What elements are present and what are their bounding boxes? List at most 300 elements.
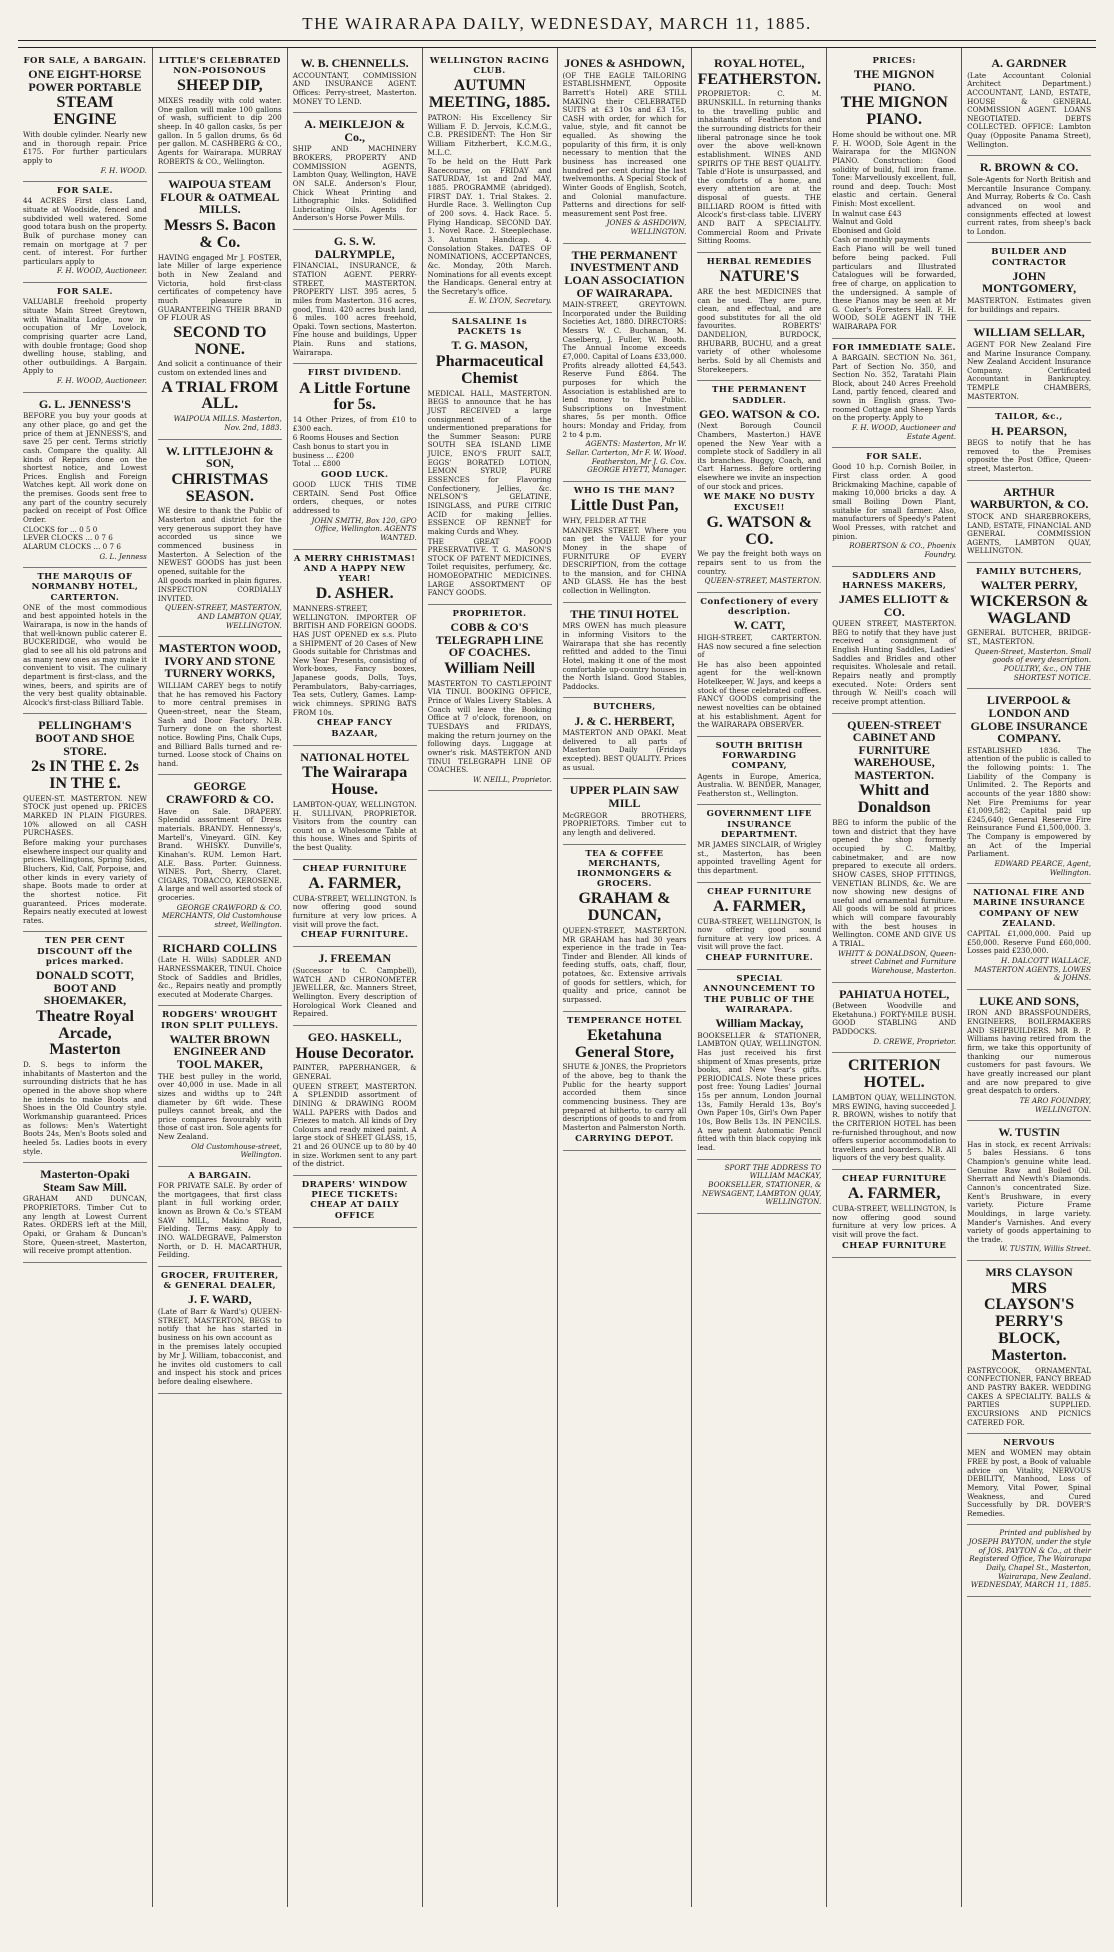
ad-sig: AGENTS: Masterton, Mr W. Sellar. Carterton, Mr F. W. Wood. Featherston, Mr J. G. Cox. GEORGE HYETT, Manager. (566, 439, 687, 475)
ad-title: W. B. CHENNELLS. (300, 56, 409, 70)
ad-title: Masterton-Opaki Steam Saw Mill. (40, 1167, 130, 1194)
advertisement (563, 52, 687, 244)
ad-head: SOUTH BRITISH FORWARDING COMPANY, (715, 740, 804, 772)
ad-body: FOR PRIVATE SALE. By order of the mortgagees, that first class plant in full working order, known as Brown & Co.'s STEAM SAW MILL, Makino Road, Fielding. Terms easy. Apply to INO. WALDEGRAVE, Palmerston North, or D. H. MACARTHUR, Feilding. (157, 1181, 282, 1260)
column-8 (962, 48, 1096, 1907)
ad-big: Eketahuna General Store, (574, 1026, 675, 1061)
ad-body: CUBA-STREET, WELLINGTON, Is now offering good sound furniture at very low prices. A visit will prove the fact. (832, 1204, 957, 1240)
ad-body: MRS OWEN has much pleasure in informing Visitors to the Wairarapa that she has recently refitted and added to the Tinui Hotel, making it one of the most comfortable up-country houses in the North Island. Good Stables, Paddocks. (562, 621, 687, 691)
ad-body: Has in stock, ex recent Arrivals: 5 bales Hessians. 6 tons Champion's genuine white lead. Genuine Raw and Boiled Oil. Sherratt and Newth's Diamonds. Cannon's concentrated Size. Kent's Brushware, in every variety. Picture Frame Mouldings, in large variety. Mander's Varnishes. And every variety of goods appertaining to the trade. (967, 1139, 1091, 1244)
ad-sig: WHITT & DONALDSON, Queen-street Cabinet and Furniture Warehouse, Masterton. (837, 948, 957, 975)
ad-sig: Old Customhouse-street, Wellington. (191, 1141, 282, 1160)
ad-head: BUILDER AND CONTRACTOR (991, 247, 1067, 268)
ad-head: NATIONAL FIRE AND MARINE INSURANCE COMPANY OF NEW ZEALAND. (972, 888, 1086, 929)
ad-body: BOOKSELLER & STATIONER, LAMBTON QUAY, WELLINGTON. Has just received his first shipment of Xmas presents, prize books, and New Year's gifts. PERIODICALS. Note these prices post free: Young Ladies' Journal 15s per annum, London Journal 13s, Family Herald 13s, Boy's Own Paper 10s, Girl's Own Paper 10s, Bow Bells 13s. IN PENCILS. A new patent Automatic Pencil fitted with thin black copying ink lead. (697, 1030, 822, 1152)
advertisement (967, 1261, 1091, 1434)
ad-head: RODGERS' WROUGHT IRON SPLIT PULLEYS. (161, 1010, 279, 1031)
advertisement (158, 1006, 282, 1167)
ad-body: WILLIAM CAREY begs to notify that he has removed his Factory to more central premises in Queen-street, near the Steam, Sash and Door Factory. N.B. Turnery done on the shortest notice. Bowling Pins, Chalk Cups, and Billiard Balls turned and re-turned. Loose stock of Chains on hand. (157, 681, 282, 768)
advertisement (967, 1525, 1091, 1596)
ad-body2: We pay the freight both ways on repairs sent to us from the country. (697, 549, 822, 576)
ad-head: FIRST DIVIDEND. (307, 368, 402, 379)
ad-title: UPPER PLAIN SAW MILL (569, 783, 680, 810)
ad-body: Agents in Europe, America, Australia. W. BENDER, Manager, Featherston st., Wellington. (697, 771, 822, 798)
advertisement (967, 990, 1091, 1121)
advertisement (158, 1267, 282, 1394)
ad-sig: F. H. WOOD. (100, 165, 147, 175)
advertisement (967, 408, 1091, 480)
ad-sig: SPORT THE ADDRESS TO WILLIAM MACKAY, BOOKSELLER, STATIONER, & NEWSAGENT, LAMBTON QUAY, WELLINGTON. (702, 1162, 822, 1207)
ad-title: WALTER BROWN ENGINEER AND TOOL MAKER, (169, 1031, 271, 1071)
ad-body: BEFORE you buy your goods at any other place, go and get the price of them at JENNESS'S, and save 25 per cent. Terms strictly cash. Compare the quality. All kinds of Repairs done on the shortest notice, and Lowest Prices. English and Foreign Watches kept. All work done on the premises. Goods sent free to any part of the country securely packed on receipt of Post Office Order. (23, 411, 147, 524)
advertisement (293, 746, 417, 860)
advertisement (563, 482, 687, 603)
advertisement (563, 779, 687, 844)
ad-big: Pharmaceutical Chemist (435, 353, 544, 387)
ad-body: HAVING engaged Mr J. FOSTER, late Miller of large experience both in New Zealand and Victoria, hold first-class certificates of competency have much pleasure in GUARANTEEING THEIR BRAND OF FLOUR AS (157, 252, 282, 323)
advertisement (697, 381, 821, 593)
ad-big: MRS CLAYSON'S PERRY'S BLOCK, Masterton. (984, 1279, 1075, 1364)
ad-body: (Between Woodville and Eketahuna.) FORTY-MILE BUSH. GOOD STABLING AND PADDOCKS. (832, 1001, 957, 1037)
ad-body: MEN and WOMEN may obtain FREE by post, a Book of valuable advice on Vitality, NERVOUS DEBILITY, Manhood, Loss of Memory, Vital Power, Spinal Weakness, and Cured Successfully by DR. DOVER'S Remedies. (967, 1448, 1091, 1518)
ad-title: G. L. JENNESS'S (38, 396, 131, 411)
ad-sig: WAIPOUA MILLS. Masterton, Nov. 2nd, 1883. (173, 414, 282, 432)
ad-head2: WE MAKE NO DUSTY EXCUSE!! (703, 492, 815, 513)
newspaper-title: THE WAIRARAPA DAILY, WEDNESDAY, MARCH 11, 1885. (302, 14, 812, 33)
ad-body: WE desire to thank the Public of Masterton and district for the very generous support they have accorded us since we commenced business in Masterton. A Selection of the NEWEST GOODS has just been opened, suitable for the (157, 506, 282, 576)
ad-title: PAHIATUA HOTEL, (839, 986, 950, 1001)
ad-big: 2s IN THE £. 2s IN THE £. (31, 758, 139, 793)
ad-sig: W. NEILL, Proprietor. (472, 774, 552, 784)
advertisement (158, 173, 282, 439)
ad-sig: F. H. WOOD, Auctioneer. (56, 266, 147, 276)
ad-body: CUBA-STREET, WELLINGTON. Is now offering good sound furniture at very low prices. A visit will prove the fact. (292, 893, 417, 929)
advertisement (967, 1434, 1091, 1525)
ad-title: JOHN MONTGOMERY, (981, 268, 1077, 296)
advertisement (293, 947, 417, 1025)
ad-head: FOR SALE. (56, 186, 113, 197)
price-list-item: Ebonised and Gold (832, 226, 901, 236)
ad-head2: CHEAP FURNITURE. (705, 953, 814, 964)
advertisement (832, 983, 956, 1054)
ad-body: (Next Borough Council Chambers, Masterton.) HAVE opened the New Year with a complete stock of Saddlery in all its branches. Buggy, Coach, and Cart Harness. Before ordering elsewhere we invite an inspection of our stock and prices. (697, 421, 822, 491)
ad-sig: GEORGE CRAWFORD & CO. MERCHANTS, Old Customhouse street, Wellington. (162, 902, 282, 929)
ad-big: FEATHERSTON. (697, 70, 822, 88)
column-1 (18, 48, 153, 1907)
ad-sig: Queen-Street, Masterton. Small goods of every description. POULTRY, &c., ON THE SHORTEST NOTICE. (974, 646, 1091, 682)
ad-body: Home should be without one. MR F. H. WOOD, Sole Agent in the Wairarapa for the MIGNON PIANO. Construction: Good solidity of build, full iron frame. Tone: Marvellously excellent, full, round and deep. Touch: Most elastic and certain. General Finish: Most excellent. (832, 129, 957, 209)
ad-body: QUEEN-STREET, MASTERTON. MR GRAHAM has had 30 years experience in the trade in Tea-Tinder and Blender. All kinds of feeding stuffs, oats, chaff, flour, potatoes, &c. Extensive arrivals of goods for settlers, which, for quality and price, cannot be surpassed. (562, 925, 687, 1004)
advertisement (158, 1167, 282, 1267)
advertisement (563, 244, 687, 482)
advertisement (697, 970, 821, 1159)
ad-big: THE MIGNON PIANO. (840, 94, 948, 129)
ad-sig: EDWARD PEARCE, Agent, Wellington. (994, 859, 1091, 877)
ad-title: WALTER PERRY, (980, 578, 1078, 593)
ad-big: Whitt and Donaldson (857, 782, 931, 817)
ad-sig: E. W. LYON, Secretary. (468, 296, 552, 306)
advertisement (697, 805, 821, 882)
column-5 (558, 48, 693, 1907)
ad-head: FOR SALE. (56, 287, 113, 298)
ad-big: STEAM ENGINE (53, 94, 117, 129)
price-list (832, 210, 956, 245)
advertisement (563, 1012, 687, 1151)
ad-head: A MERRY CHRISTMAS! AND A HAPPY NEW YEAR! (293, 553, 416, 585)
ad-big: The Wairarapa House. (302, 764, 408, 799)
advertisement (967, 884, 1091, 990)
ad-title: THE TINUI HOTEL (570, 606, 679, 621)
advertisement (293, 860, 417, 948)
ad-sig: W. TUSTIN, Willis Street. (999, 1244, 1091, 1254)
ad-body: MIXES readily with cold water. One gallon will make 100 gallons of wash, sufficient to dip 200 sheep. In 40 gallon casks, 5s per gallon. In 5 gallon drums, 6s 6d per gallon. M. CASHBERG & CO., Agents for Wairarapa. MURRAY ROBERTS & CO., Wellington. (157, 96, 282, 166)
ad-body: (Successor to C. Campbell), WATCH AND CHRONOMETER JEWELLER, &c. Manners Street, Wellington. Every description of Horological Work Cleaned and Repaired. (292, 966, 417, 1019)
ad-body: PATRON: His Excellency Sir William F. D. Jervois, K.C.M.G., C.B. PRESIDENT: The Hon Sir William Fitzherbert, K.C.M.G., M.L.C. (427, 112, 552, 157)
ad-body: VALUABLE freehold property situate Main Street Greytown, with Wainalita Lodge, now in occupation of Mr Lovelock, comprising quarter acre Land, with double frontage; Good shop dwelling house, stabling, and other outbuildings. A Bargain. Apply to (23, 297, 147, 376)
price-list (293, 434, 417, 469)
ad-big: GRAHAM & DUNCAN, (578, 890, 671, 925)
ad-title: ROYAL HOTEL, (714, 56, 805, 70)
ad-sig: JOHN SMITH, Box 120, GPO Office, Wellington. AGENTS WANTED. (311, 515, 417, 542)
advertisement (23, 932, 147, 1163)
advertisement (967, 481, 1091, 563)
ad-body: CUBA-STREET, WELLINGTON, Is now offering good sound furniture at very low prices. A visit will prove the fact. (697, 916, 822, 952)
ad-sig: G. L. Jenness (99, 551, 147, 561)
ad-head: PRICES: (872, 56, 916, 66)
ad-sig: F. H. WOOD, Auctioneer and Estate Agent. (851, 423, 957, 441)
column-7 (827, 48, 962, 1907)
price-list-item: CLOCKS for ... 0 5 0 (23, 524, 98, 534)
ad-body: STOCK AND SHAREBROKERS, LAND, ESTATE, FINANCIAL AND GENERAL COMMISSION AGENTS, LAMBTON QUAY, WELLINGTON. (967, 511, 1091, 556)
ad-big: William Neill (444, 659, 535, 677)
ad-body: CAPITAL £1,000,000. Paid up £50,000. Reserve Fund £60,000. Losses paid £230,000. (967, 929, 1091, 956)
ad-body: LAMBTON-QUAY, WELLINGTON. H. SULLIVAN, PROPRIETOR. Visitors from the country can count on a Wholesome Table at this house. Wines and Spirits of the best Quality. (292, 799, 417, 853)
price-list-item: LEVER CLOCKS ... 0 7 6 (23, 533, 113, 543)
ad-head: FOR SALE, A BARGAIN. (23, 56, 147, 66)
ad-title: GEO. WATSON & CO. (699, 406, 820, 421)
ad-body2: To be held on the Hutt Park Racecourse, on FRIDAY and SATURDAY, 1st and 2nd MAY, 1885. PROGRAMME (abridged). FIRST DAY. 1. Trial Stakes. 2. Hurdle Race. 3. Wellington Cup of 200 sovs. 4. Hack Race. 5. Flying Handicap. SECOND DAY. 1. Novel Race. 2. Steeplechase. 3. Autumn Handicap. 4. Consolation Stakes. DATES OF NOMINATIONS, ACCEPTANCES, &c. Monday, 20th March. Nominations for all events except the Handicaps. General entry at the Secretary's office. (427, 157, 552, 296)
ad-head: SADDLERS AND HARNESS MAKERS, (842, 570, 947, 591)
ad-body2: And solicit a continuance of their custom on extended lines and (157, 359, 282, 378)
advertisement (697, 593, 821, 737)
advertisement (697, 883, 821, 971)
ad-body2: THE GREAT FOOD PRESERVATIVE. T. G. MASON'S STOCK OF PATENT MEDICINES, Toilet requisites, perfumery, &c. HOMOEOPATHIC MEDICINES. LARGE ASSORTMENT OF FANCY GOODS. (427, 536, 552, 598)
ad-big3: A TRIAL FROM ALL. (161, 378, 279, 413)
ad-title: GEO. HASKELL, (307, 1029, 402, 1044)
ad-head: THE MARQUIS OF NORMANBY HOTEL, CARTERTON. (31, 572, 139, 603)
advertisement (832, 1053, 956, 1170)
ad-title: G. S. W. DALRYMPLE, (314, 234, 395, 261)
ad-sig: F. H. WOOD, Auctioneer. (56, 376, 147, 386)
ad-body: MASTERTON AND OPAKI. Meat delivered to all parts of Masterton Daily (Fridays excepted). BEST QUALITY. Prices as usual. (562, 728, 687, 772)
price-list-item: ALARUM CLOCKS ... 0 7 6 (23, 541, 121, 551)
ad-head2: CHEAP FANCY BAZAAR, (316, 718, 393, 739)
advertisement (697, 253, 821, 381)
advertisement (293, 364, 417, 549)
ad-body: QUEEN STREET, MASTERTON. BEG to notify that they have just received a consignment of English Hunting Saddles, Ladies' Saddles and Bridles and other requisites. Wholesale and retail. Repairs neatly and promptly executed. Note: Orders sent through W. Neill's coach will receive prompt attention. (832, 619, 957, 706)
ad-body: MR JAMES SINCLAIR, of Wrigley st., Masterton, has been appointed travelling Agent for this department. (697, 840, 822, 875)
ad-body: MASTERTON TO CASTLEPOINT VIA TINUI. BOOKING OFFICE, Prince of Wales Livery Stables. A Coach will leave the Booking Office at 7 o'clock, forenoon, on TUESDAYS and FRIDAYS, making the return journey on the following days. Luggage at owner's risk. MASTERTON AND TINUI TELEGRAPH LINE OF COACHES. (427, 678, 552, 775)
ad-body: MEDICAL HALL, MASTERTON. BEGS to announce that he has JUST RECEIVED a large consignment of the undermentioned preparations for the Summer Season: PURE SOUTH SEA ISLAND LIME JUICE, ENO'S FRUIT SALT, EGGS' BORATED LOTION, LEMON SYRUP, PURE ESSENCES for Flavoring Confectionery, Jellies, &c. NELSON'S GELATINE, ISINGLASS, and PURE CITRIC ACID for making Jellies. ESSENCE OF RENNET for making Curds and Whey. (427, 388, 552, 536)
ad-title: W. LITTLEJOHN & SON, (165, 443, 274, 471)
ad-title: ARTHUR WARBURTON, & CO. (969, 484, 1089, 512)
ad-head: HERBAL REMEDIES (706, 256, 812, 267)
ad-big: AUTUMN MEETING, 1885. (428, 77, 551, 112)
advertisement (158, 775, 282, 936)
ad-big: NATURE'S (719, 268, 800, 286)
ad-body: ARE the best MEDICINES that can be used. They are pure, clean, and effectual, and are good substitutes for all the old favourites. ROBERTS' DANDELION, BURDOCK, RHUBARB, BUCHU, and a great variety of other wholesome herbs. Sold by all Chemists and Storekeepers. (697, 286, 822, 374)
ad-title: LUKE AND SONS, (979, 993, 1079, 1008)
ad-head: NERVOUS (1003, 1438, 1056, 1449)
ad-body: D. S. begs to inform the inhabitants of Masterton and the surrounding districts that he has opened in the above shop where he intends to make Boots and Shoes in the Old Country style. Workmanship guaranteed. Prices as follows: Men's Watertight Boots 24s, Men's Boots soled and heeled 5s. Ladies boots in every style. (23, 1060, 147, 1156)
ad-body: HIGH-STREET, CARTERTON. HAS now secured a fine selection of (697, 632, 822, 660)
ad-body: BEG to inform the public of the town and district that they have opened the shop formerly occupied by C. Maltby, cabinetmaker, and are now prepared to execute all orders. SHOW CASES, SHOP FITTINGS, VENETIAN BLINDS, &c. We are now showing new designs of useful and ornamental furniture. All goods will be sold at prices which will compare favourably with the best houses in Wellington. COME AND GIVE US A TRIAL. (832, 818, 957, 949)
ad-big: A. FARMER, (308, 874, 401, 892)
ad-sig: H. DALCOTT WALLACE, MASTERTON AGENTS, LOWES & JOHNS. (974, 955, 1091, 983)
ad-head: THE PERMANENT SADDLER. (712, 385, 807, 406)
ad-sig: D. CREWE, Proprietor. (873, 1036, 957, 1046)
ad-big: Theatre Royal Arcade, Masterton (35, 1007, 134, 1059)
ad-body: GRAHAM AND DUNCAN, PROPRIETORS. Timber Cut to any length at Lowest Current Rates. ORDERS left at the Mill, Opaki, or Graham & Duncan's Store, Queen-street, Masterton, will receive prompt attention. (23, 1194, 147, 1256)
advertisement (293, 1176, 417, 1228)
ad-head: TEMPERANCE HOTEL (566, 1015, 682, 1026)
masthead (18, 10, 1096, 41)
ad-body: (OF THE EAGLE TAILORING ESTABLISHMENT, Opposite Barrett's Hotel) ARE STILL MAKING their CELEBRATED SUITS at £3 10s and £3 15s, CASH with order, for which for value, style, and fit cannot be equalled. As showing the popularity of this firm, it is only necessary to mention that the business has increased one hundred per cent during the last twelvemonths. A Special Stock of Winter Goods of English, Scotch, and Colonial manufacture. Patterns and directions for self-measurement sent Post free. (562, 70, 687, 218)
ad-big: A. FARMER, (847, 1185, 941, 1203)
ad-big: D. ASHER. (315, 585, 394, 603)
ad-title: NATIONAL HOTEL (300, 749, 410, 764)
advertisement (23, 1163, 147, 1263)
ad-title: QUEEN-STREET CABINET AND FURNITURE WAREHOUSE, MASTERTON. (847, 717, 942, 782)
column-6 (692, 48, 827, 1907)
advertisement (293, 1026, 417, 1176)
price-list-item: 6 Rooms Houses and Section (292, 433, 399, 443)
advertisement (697, 737, 821, 805)
ad-big: SHEEP DIP, (176, 77, 263, 95)
advertisement (23, 568, 147, 714)
advertisement (697, 1160, 821, 1214)
ad-title: WILLIAM SELLAR, (973, 325, 1085, 340)
ad-head: CHEAP FURNITURE (302, 863, 407, 874)
advertisement (428, 52, 552, 313)
ad-big2: SECOND TO NONE. (173, 323, 267, 358)
ad-title: R. BROWN & CO. (979, 160, 1079, 175)
advertisement (23, 714, 147, 932)
ad-title: JAMES ELLIOTT & CO. (838, 591, 950, 619)
advertisement (967, 243, 1091, 321)
ad-body: Sole-Agents for North British and Mercantile Insurance Company. And Murray, Roberts & Co. Cash advanced on wool and consignments effected at lowest current rates, from sheep's back to London. (967, 174, 1091, 236)
column-3 (288, 48, 423, 1907)
advertisement (832, 567, 956, 714)
price-list-item: Cash or monthly payments (832, 234, 930, 244)
advertisement (293, 230, 417, 364)
ad-title: THE PERMANENT INVESTMENT AND LOAN ASSOCIATION OF WAIRARAPA. (564, 247, 685, 300)
ad-title: William Mackay, (715, 1016, 804, 1031)
ad-head: CHEAP FURNITURE (842, 1174, 947, 1185)
ad-body2: Before making your purchases elsewhere inspect our quality and prices. Wellingtons, Spring Sides, Bluchers, Kid, Calf, Porpoise, and other kinds in every variety of shape. Boots made to order at the shortest notice. Fit guaranteed. Prices moderate. Repairs neatly executed at lowest rates. (23, 838, 147, 925)
ad-body: ESTABLISHED 1836. The attention of the public is called to the following points: 1. The Liability of the Company is Unlimited. 2. The Reports and accounts of the year 1880 show: Net Fire Premiums for year £1,009,582; Capital paid up £245,640; General Reserve Fire Reinsurance Fund £1,500,000. 3. The Company is empowered by an Act of the Imperial Parliament. (967, 745, 1091, 859)
ad-title: COBB & CO'S TELEGRAPH LINE OF COACHES. (435, 620, 544, 660)
advertisement (293, 52, 417, 113)
ad-head: GROCER, FRUITERER, & GENERAL DEALER, (160, 1270, 279, 1292)
ad-body: MAIN-STREET, GREYTOWN. Incorporated under the Building Societies Act, 1880. DIRECTORS: Messrs W. C. Buchanan, M. Caselberg, J. Fuller, W. Booth. The Annual Income exceeds £7,000. Capital of Loans £33,000. Profits already allotted £4,543. Reserve Fund £864. The purposes for which the Association is established are to lend money to the Public. Subscriptions on Investment shares, 5s per month. Office hours: Monday and Friday, from 2 to 4 p.m. (562, 300, 687, 439)
price-list-item: Walnut and Gold (832, 217, 893, 227)
advertisement (967, 1121, 1091, 1261)
advertisement (697, 52, 821, 253)
ad-body: PAINTER, PAPERHANGER, & GENERAL (292, 1063, 417, 1081)
ad-title: W. CATT, (733, 618, 786, 633)
ad-head: LITTLE'S CELEBRATED NON-POISONOUS (158, 56, 281, 77)
ad-title: GEORGE CRAWFORD & CO. (165, 779, 274, 807)
ad-body: LAMBTON QUAY, WELLINGTON. MRS EWING, having succeeded J. R. BROWN, wishes to notify that the CRITERION HOTEL has been re-furnished throughout, and now offers superior accommodation to travellers and boarders. N.B. All liquors of the very best quality. (832, 1092, 957, 1163)
ad-head: SALSALINE 1s PACKETS 1s (451, 317, 528, 338)
ad-head: TAILOR, &c., (995, 412, 1063, 423)
ad-body2: All goods marked in plain figures. INSPECTION CORDIALLY INVITED. (157, 576, 282, 603)
ad-big: A Little Fortune for 5s. (299, 379, 411, 414)
ad-sig: Printed and published by JOSEPH PAYTON, under the style of JOS. PAYTON & Co., at their Registered Office, The Wairarapa Daily, Chapel St., Masterton, Wairarapa, New Zealand. WEDNESDAY, MARCH 11, 1885. (968, 1528, 1091, 1590)
ad-sig: QUEEN-STREET, MASTERTON, AND LAMBTON QUAY, WELLINGTON. (165, 603, 282, 630)
advertisement (967, 321, 1091, 408)
column-2 (153, 48, 288, 1907)
ad-big: A. FARMER, (713, 897, 806, 915)
ad-title: PELLINGHAM'S BOOT AND SHOE STORE. (35, 718, 135, 758)
ad-title: MRS CLAYSON (985, 1265, 1073, 1280)
ad-head: DRAPERS' WINDOW PIECE TICKETS: CHEAP AT DAILY OFFICE (301, 1179, 408, 1221)
ad-title: MASTERTON WOOD, IVORY AND STONE TURNERY WORKS, (158, 641, 281, 681)
ad-title: A. GARDNER (991, 56, 1067, 70)
advertisement (428, 313, 552, 605)
ad-body: MANNERS-STREET, WELLINGTON. IMPORTER OF BRITISH AND FOREIGN GOODS. HAS JUST OPENED ex s.s. Pluto a SHIPMENT of 20 Cases of New Goods suitable for Christmas and New Year Presents, consisting of Work-boxes, Fancy boxes, Japanese goods, Dolls, Toys, Perambulators, Baby-carriages, Tea sets, Cutlery, Games. Lamp-wick chimneys. SPRING BATS FROM 10s. (292, 604, 417, 717)
ad-big: CHRISTMAS SEASON. (171, 470, 269, 505)
ad-title: WAIPOUA STEAM FLOUR & OATMEAL MILLS. (160, 177, 280, 217)
ad-body: BEGS to notify that he has removed to the Premises opposite the Post Office, Queen-street, Masterton. (967, 438, 1091, 474)
ad-title: H. PEARSON, (991, 423, 1067, 438)
price-list-item: Cash bonus to start you in business ... £200 (292, 442, 389, 460)
ad-head2: CARRYING DEPOT. (575, 1133, 674, 1144)
advertisement (832, 714, 956, 983)
advertisement (967, 156, 1091, 243)
advertisement (428, 605, 552, 791)
advertisement (967, 52, 1091, 156)
ad-big: House Decorator. (295, 1044, 414, 1062)
advertisement (158, 52, 282, 173)
ad-title: J. FREEMAN (318, 951, 392, 966)
advertisement (23, 182, 147, 283)
ad-head: FAMILY BUTCHERS, (976, 567, 1083, 578)
ad-body: (Late Accountant Colonial Architect Department.) ACCOUNTANT, LAND, ESTATE, HOUSE & GENERAL COMMISSION AGENT. LOANS NEGOTIATED. DEBTS COLLECTED. OFFICE: Lambton Quay (Opposite Panama Street), Wellington. (967, 70, 1091, 149)
ad-body2: He has also been appointed agent for the well-known Hotelkeeper, W. Jays, and keeps a stock of these celebrated coffees. FANCY GOODS comprising the newest novelties can be obtained at his establishment. Agent for the WAIRARAPA OBSERVER. (697, 659, 822, 730)
ad-title: LIVERPOOL & LONDON AND GLOBE INSURANCE COMPANY. (970, 693, 1088, 746)
ad-head: PROPRIETOR. (452, 609, 527, 619)
ad-body2: GOOD LUCK THIS TIME CERTAIN. Send Post Office orders, cheques, or notes addressed to (292, 480, 417, 516)
ad-title: JONES & ASHDOWN, (564, 56, 685, 70)
ad-sig: ROBERTSON & CO., Phoenix Foundry. (849, 541, 957, 559)
ad-body: GENERAL BUTCHER, BRIDGE-ST., MASTERTON. (967, 628, 1091, 647)
ad-body: 44 ACRES First class Land, situate at Woodside, fenced and subdivided well watered. Some good totara bush on the property. Bulk of purchase money can remain on mortgage at 7 per cent. of interest. For further particulars apply to (23, 196, 147, 266)
ad-title: DONALD SCOTT, BOOT AND SHOEMAKER, (36, 968, 134, 1008)
ad-big: CRITERION HOTEL. (847, 1057, 941, 1092)
advertisement (158, 440, 282, 638)
advertisement (23, 52, 147, 182)
ad-body: SHUTE & JONES, the Proprietors of the above, beg to thank the Public for the hearty support accorded them since commencing business. They are prepared at hitherto, to carry all descriptions of goods to and from Masterton and Palmerston North. (562, 1062, 687, 1132)
ad-body: WHY, FELDER AT THE (562, 515, 647, 525)
ad-body: Good 10 h.p. Cornish Boiler, in First class order. A good Brickmaking Machine, capable of making 10,000 bricks a day. A small Boiling Down Plant, suitable for small farmer. Also, manufacturers of Speedy's Patent Wool Presses, with ratchet and pinion. (832, 462, 957, 541)
ad-body: THE best pulley in the world, over 40,000 in use. Made in all sizes and widths up to 24ft diameter by 6ft wide. These pulleys cannot break, and the price compares favourably with those of cast iron. Sole agents for New Zealand. (157, 1071, 282, 1142)
ad-title: THE MIGNON PIANO. (854, 67, 935, 94)
advertisement (832, 52, 956, 339)
advertisement (967, 689, 1091, 884)
advertisement (23, 283, 147, 393)
ad-body: ONE of the most commodious and best appointed hotels in the Wairarapa, is now in the hands of that well-known public caterer E. BUCKERIDGE, who would be glad to see all his old patrons and as many new ones as may make it convenient to visit. The culinary department is first-class, and the wines, beers, and spirits are of the very best quality obtainable. Alcock's first-class Billiard Table. (23, 602, 147, 707)
ad-body: 14 Other Prizes, of from £10 to £300 each. (292, 415, 417, 433)
ad-head: BUTCHERS, (593, 702, 656, 713)
ad-body2: Each Piano will be well tuned before being packed. Full particulars and Illustrated Catalogues will be forwarded, free of charge, on application to the undersigned. A sample of these Pianos may be seen at Mr G. Coker's Foresters Hall. F. H. WOOD, SOLE AGENT IN THE WAIRARAPA FOR (832, 244, 957, 332)
ad-big: Little Dust Pan, (570, 497, 679, 515)
ad-head: FOR SALE. (866, 452, 923, 463)
ad-body: With double cylinder. Nearly new and in thorough repair. Price £175. For further particulars apply to (23, 129, 147, 165)
advertisement (832, 448, 956, 566)
column-4 (423, 48, 558, 1907)
ad-head: SPECIAL ANNOUNCEMENT TO THE PUBLIC OF THE WAIRARAPA. (703, 974, 816, 1015)
ad-body: MASTERTON. Estimates given for buildings and repairs. (967, 296, 1091, 314)
ad-head2: GOOD LUCK. (320, 469, 389, 480)
columns (18, 47, 1096, 1907)
ad-head: FOR IMMEDIATE SALE. (832, 342, 956, 353)
ad-title: J. F. WARD, (187, 1292, 252, 1307)
ad-title: J. & C. HERBERT, (574, 713, 675, 728)
price-list (23, 526, 147, 552)
ad-body: PASTRYCOOK, ORNAMENTAL CONFECTIONER, FANCY BREAD AND PASTRY BAKER. WEDDING CAKES A SPECIALITY. BALLS & PARTIES SUPPLIED. EXCURSIONS AND PICNICS CATERED FOR. (967, 1365, 1091, 1427)
ad-head2: CHEAP FURNITURE. (300, 930, 409, 941)
ad-body: McGREGOR BROTHERS, PROPRIETORS. Timber cut to any length and delivered. (562, 810, 687, 837)
ad-head: WHO IS THE MAN? (573, 485, 675, 496)
advertisement (158, 937, 282, 1007)
ad-body: (Late of Barr & Ward's) QUEEN-STREET, MASTERTON, BEGS to notify that he has started in business on his own account as (157, 1306, 282, 1342)
ad-body: ACCOUNTANT, COMMISSION AND INSURANCE AGENT. Offices: Perry-street, Masterton. MONEY TO LEND. (292, 70, 417, 106)
ad-head: CHEAP FURNITURE (707, 886, 812, 897)
ad-sig: JONES & ASHDOWN, WELLINGTON. (606, 218, 687, 237)
ad-title: T. G. MASON, (451, 338, 528, 353)
price-list-item: Total ... £800 (292, 459, 341, 469)
ad-head: TEA & COFFEE MERCHANTS, IRONMONGERS & GROCERS. (577, 848, 672, 890)
ad-title: ONE EIGHT-HORSE POWER PORTABLE (28, 67, 142, 94)
ad-title: W. TUSTIN (998, 1125, 1060, 1140)
advertisement (832, 339, 956, 449)
ad-big: Messrs S. Bacon & Co. (164, 217, 276, 251)
ad-body: PROPRIETOR: C. M. BRUNSKILL. In returning thanks to the travelling public and inhabitants of Featherston and the surrounding districts for their liberal patronage since he took over the above well-known establishment. WINES AND SPIRITS OF THE BEST QUALITY. Table d'Hote is unsurpassed, and the comforts of a home, and every attention are at the disposal of guests. THE BILLIARD ROOM is fitted with Alcock's first-class table. LIVERY AND BAIT A SPECIALITY. Commercial Room and Private Sitting Rooms. (697, 89, 822, 246)
advertisement (293, 113, 417, 230)
ad-body: (Late H. Wills) SADDLER AND HARNESSMAKER, TINUI. Choice Stock of Saddles and Bridles, &c., Repairs neatly and promptly executed at Moderate Charges. (157, 955, 282, 999)
ad-body2: MANNERS STREET. Where you can get the VALUE for your Money in the shape of FURNITURE OF EVERY DESCRIPTION, from the cottage to the mansion, and for CHINA AND GLASS. He has the best collection in Wellington. (562, 525, 687, 596)
ad-body: SHIP AND MACHINERY BROKERS, PROPERTY AND COMMISSION AGENTS, Lambton Quay, Wellington, HAVE ON SALE. Anderson's Flour, Chick Wheat Printing and Lithographic Inks. Solidified Lubricating Oils. Agents for Anderson's Horse Power Mills. (292, 144, 417, 223)
ad-sig: TE ARO FOUNDRY, WELLINGTON. (1019, 1095, 1091, 1114)
ad-body: Have on Sale. DRAPERY. Splendid assortment of Dress materials. BRANDY. Hennessy's, Martell's, Vineyard. GIN. Key Brand. WHISKY. Dunville's, Kinahan's. RUM. Lemon Hart. ALE. Bass. Porter. Guinness. WINES. Port, Sherry, Claret. CIGARS, TOBACCO, KEROSENE. A large and well assorted stock of groceries. (157, 806, 282, 903)
ad-body: FINANCIAL, INSURANCE, & STATION AGENT. PERRY-STREET, MASTERTON. PROPERTY LIST. 395 acres, 5 miles from Masterton. 316 acres, good, Tinui. 420 acres bush land, 6 miles. 100 acres freehold, Opaki. Town sections, Masterton. Fine house and buildings, Upper Plain. Runs and stations, Wairarapa. (292, 261, 417, 357)
ad-body2: QUEEN STREET, MASTERTON. A SPLENDID assortment of DINING & DRAWING ROOM WALL PAPERS with Dados and Friezes to match. All kinds of Dry Colours and ready mixed paint. A large stock of SHEET GLASS, 15, 21 and 26 OUNCE up to 80 by 40 in size. Workmen sent to any part of the district. (292, 1081, 417, 1169)
price-list-item: In walnut case £43 (832, 208, 902, 218)
advertisement (832, 1170, 956, 1258)
ad-body: A BARGAIN. SECTION No. 361, Part of Section No. 350, and Section No. 352, Taratahi Plain Block, about 240 Acres Freehold Land, partly fenced, cleared and sown in English grass. Two-roomed Cottage and Sheep Yards on the property. Apply to (832, 352, 957, 423)
ad-title: A. MEIKLEJON & Co., (304, 117, 406, 144)
advertisement (293, 550, 417, 746)
ad-big2: G. WATSON & CO. (706, 513, 813, 548)
advertisement (563, 603, 687, 699)
ad-body: AGENT FOR New Zealand Fire and Marine Insurance Company. New Zealand Accident Insurance Company. Certificated Accountant in Bankruptcy. TEMPLE CHAMBERS, MASTERTON. (967, 339, 1091, 401)
ad-head2: CHEAP FURNITURE (842, 1240, 947, 1251)
ad-title: RICHARD COLLINS (162, 940, 277, 955)
advertisement (23, 393, 147, 568)
ad-sig: QUEEN-STREET, MASTERTON. (704, 576, 822, 586)
